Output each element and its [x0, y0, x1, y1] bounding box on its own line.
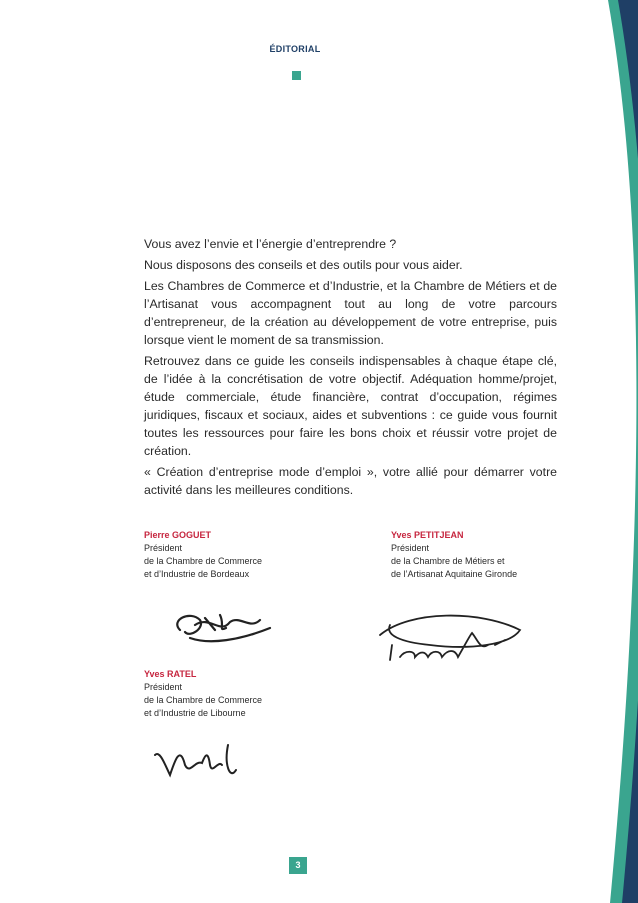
- signatory-ratel: [144, 668, 262, 720]
- signature-petitjean: [370, 605, 530, 675]
- signatory-title: Président: [391, 543, 430, 553]
- paragraph: Les Chambres de Commerce et d’Industrie, et la Chambre de Métiers et de l’Artisanat vous accompagnent tout au long de votre parcours d’entrepreneur, de la création au développement de votre entreprise, puis lorsque vient le moment de sa transmission.: [144, 279, 557, 347]
- paragraph: Vous avez l’envie et l’énergie d’entreprendre ?: [144, 237, 397, 251]
- signatory-petitjean: [391, 529, 517, 581]
- signatory-org: et d’Industrie de Libourne: [144, 708, 246, 718]
- page-number: 3: [289, 857, 307, 874]
- signatory-name: Yves RATEL: [144, 669, 197, 679]
- signatory-org: de la Chambre de Métiers et: [391, 556, 505, 566]
- title-square-marker: [292, 71, 301, 80]
- signatory-name: Yves PETITJEAN: [391, 530, 464, 540]
- section-title: ÉDITORIAL: [269, 44, 321, 54]
- signatory-org: de l’Artisanat Aquitaine Gironde: [391, 569, 518, 579]
- paragraph: Retrouvez dans ce guide les conseils indispensables à chaque étape clé, de l’idée à la concrétisation de votre objectif. Adéquation homme/projet, étude commerciale, étude financière, contrat d’occupation, régimes juridiques, fiscaux et sociaux, aides et subventions : ce guide vous fournit toutes les ressources pour faire les bons choix et réussir votre projet de création.: [144, 354, 557, 458]
- signature-ratel: [150, 735, 250, 785]
- signatory-org: de la Chambre de Commerce: [144, 695, 263, 705]
- paragraph: « Création d’entreprise mode d’emploi », votre allié pour démarrer votre activité dans les meilleures conditions.: [144, 465, 557, 497]
- paragraph: Nous disposons des conseils et des outils pour vous aider.: [144, 258, 463, 272]
- signatory-title: Président: [144, 543, 183, 553]
- signatory-goguet: [144, 529, 262, 581]
- editorial-text: [144, 235, 557, 502]
- signature-goguet: [160, 600, 280, 650]
- signatory-org: de la Chambre de Commerce: [144, 556, 263, 566]
- signatory-name: Pierre GOGUET: [144, 530, 212, 540]
- side-decoration: [548, 0, 638, 903]
- signatory-org: et d’Industrie de Bordeaux: [144, 569, 250, 579]
- signatory-title: Président: [144, 682, 183, 692]
